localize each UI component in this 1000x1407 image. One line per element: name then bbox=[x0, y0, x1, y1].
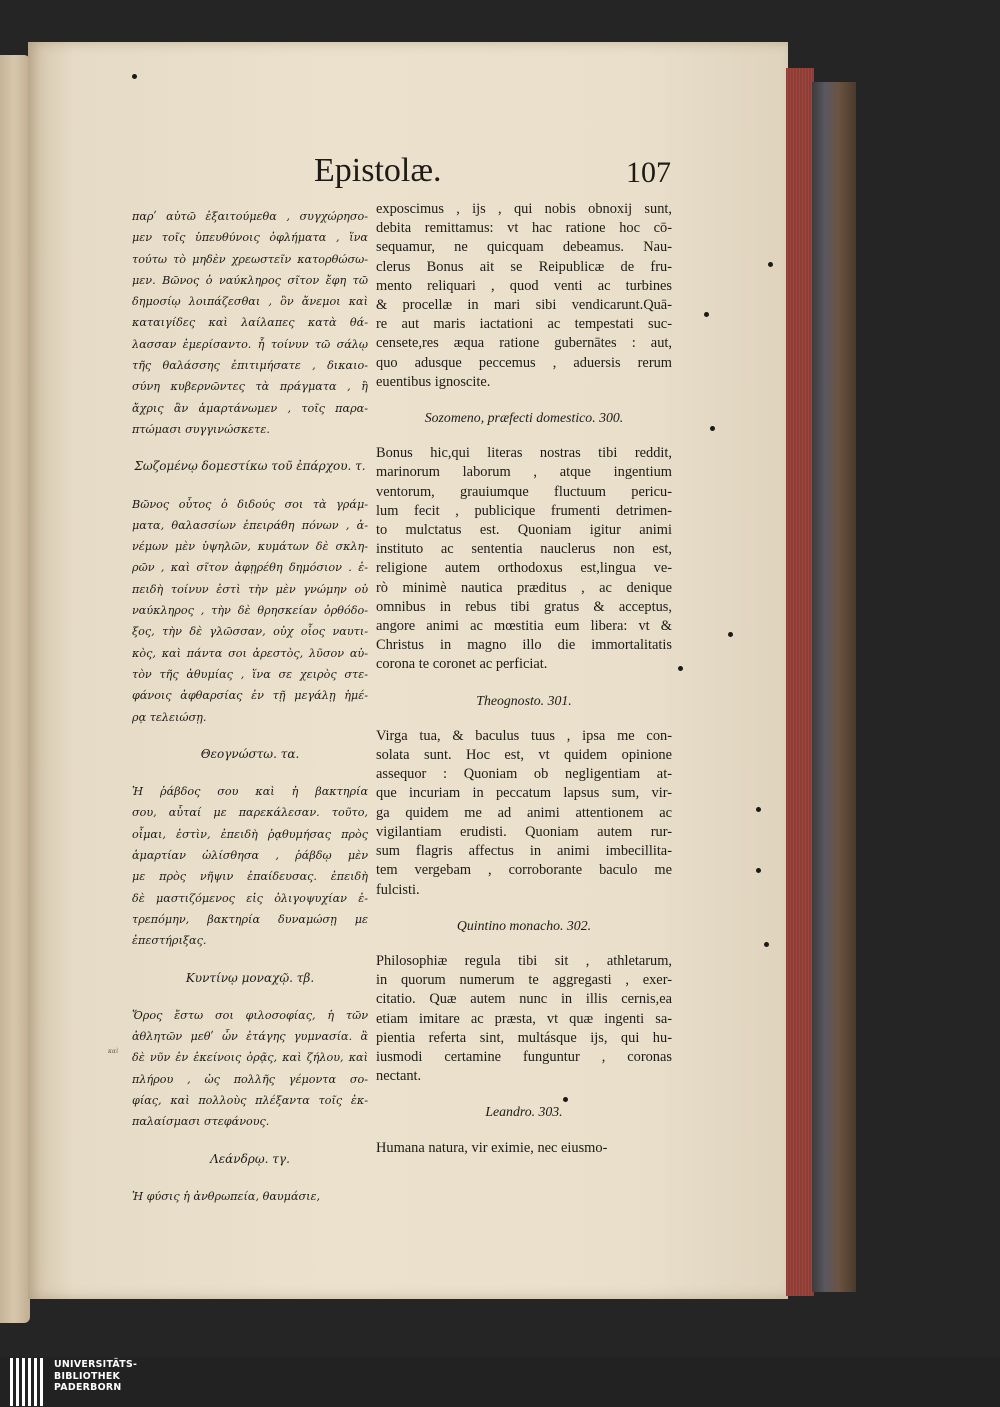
text-line: omnibus in rebus tibi gratus & acceptus, bbox=[376, 598, 672, 615]
letter-heading: Σωζομένῳ δομεστίκω τοῦ ἐπάρχου. τ. bbox=[134, 459, 366, 474]
greek-column bbox=[132, 206, 368, 1207]
page-edges bbox=[786, 68, 814, 1296]
text-line: que incuriam in peccatum lapsus sum, vir- bbox=[376, 785, 672, 802]
text-line: censete,res æqua ratione gubernātes : aut, bbox=[376, 335, 672, 352]
text-line: re aut maris iactationi ac tempestati suc- bbox=[376, 316, 672, 333]
text-line: με πρὸς νῆψιν ἐπαίδευσας. ἐπειδὴ bbox=[132, 870, 368, 884]
page-speck bbox=[678, 666, 683, 671]
text-line: νέμων μὲν ὑψηλῶν, κυμάτων δὲ σκλη- bbox=[132, 540, 368, 554]
text-line: πειδὴ τοίνυν ἐστὶ τὴν μὲν γνώμην οὐ bbox=[132, 582, 368, 596]
margin-note: καὶ bbox=[108, 1048, 119, 1055]
text-line: οἶμαι, ἐστὶν, ἐπειδὴ ῥᾳθυμήσας πρὸς bbox=[132, 827, 368, 841]
page-speck bbox=[710, 426, 715, 431]
text-line: Philosophiæ regula tibi sit , athletarum, bbox=[376, 952, 672, 969]
text-line: δὲ μαστιζόμενος εἰς ὀλιγοψυχίαν ἐ- bbox=[132, 891, 368, 905]
text-line: to mulctatus est. Quoniam igitur animi bbox=[376, 522, 672, 539]
letter-heading: Θεογνώστω. τα. bbox=[200, 746, 300, 761]
library-name-line: BIBLIOTHEK bbox=[54, 1370, 121, 1382]
book-page bbox=[28, 42, 788, 1299]
text-line: sum flagris affectus in animi imbecillita- bbox=[376, 843, 672, 860]
text-line: καταιγίδες καὶ λαίλαπες κατὰ θά- bbox=[132, 316, 368, 330]
text-line: iusmodi certamine funguntur , coronas bbox=[376, 1048, 672, 1065]
text-line: mento reliquari , quod venti ac turbines bbox=[376, 277, 672, 294]
text-line: ἁμαρτίαν ὠλίσθησα , ῥάβδῳ μὲν bbox=[132, 849, 368, 863]
text-line: fulcisti. bbox=[376, 881, 420, 898]
text-line: Bonus hic,qui literas nostras tibi reddit, bbox=[376, 445, 672, 462]
page-speck bbox=[704, 312, 709, 317]
page-speck bbox=[728, 632, 733, 637]
letter-heading: Λεάνδρῳ. τγ. bbox=[210, 1151, 290, 1166]
text-line: Humana natura, vir eximie, nec eiusmo- bbox=[376, 1139, 608, 1156]
text-line: marinorum laborum , atque ingentium bbox=[376, 464, 672, 481]
page-speck bbox=[764, 942, 769, 947]
left-page-edge bbox=[0, 55, 30, 1323]
text-line: ξος, τὴν δὲ γλῶσσαν, οὐχ οἷος ναυτι- bbox=[132, 625, 368, 639]
text-line: λασσαν ἐμερίσαντο. ἦ τοίνυν τῶ σάλῳ bbox=[132, 337, 368, 351]
page-number: 107 bbox=[626, 156, 671, 189]
footer-bar bbox=[0, 1357, 1000, 1407]
page-speck bbox=[563, 1097, 568, 1102]
text-line: τὸν τῆς ἀθυμίας , ἵνα σε χειρὸς στε- bbox=[132, 667, 368, 681]
letter-heading: Κυντίνῳ μοναχῷ. τβ. bbox=[185, 970, 315, 985]
text-line: Βῶνος οὗτος ὁ διδούς σοι τὰ γράμ- bbox=[132, 497, 368, 511]
text-line: Ἡ φύσις ἡ ἀνθρωπεία, θαυμάσιε, bbox=[132, 1189, 321, 1203]
text-line: sequamur, ne quicquam debeamus. Nau- bbox=[376, 239, 672, 256]
library-name-line: UNIVERSITÄTS- bbox=[54, 1359, 138, 1370]
text-line: lum fecit , publicique frumenti detrimen- bbox=[376, 502, 672, 519]
text-line: euentibus ignoscite. bbox=[376, 373, 491, 390]
text-line: δημοσίῳ λοιπάζεσθαι , ὃν ἄνεμοι καὶ bbox=[132, 295, 368, 309]
text-line: corona te coronet ac perficiat. bbox=[376, 656, 548, 673]
text-line: Ἡ ῥάβδος σου καὶ ἡ βακτηρία bbox=[132, 785, 368, 799]
letter-heading: Theognosto. 301. bbox=[476, 692, 572, 708]
text-line: δὲ νῦν ἐν ἐκείνοις ὁρᾷς, καὶ ζήλου, καὶ bbox=[132, 1051, 368, 1065]
text-line: ρῶν , καὶ σῖτον ἀφῃρέθη δημόσιον . ἐ- bbox=[132, 561, 368, 575]
text-line: ἀθλητῶν μεθʹ ὧν ἐτάγης γυμνασία. ἃ bbox=[132, 1030, 368, 1044]
text-line: angore animi ac mœstitia eum libera: vt & bbox=[376, 618, 672, 635]
text-line: ga quidem me ad animi attentionem ac bbox=[376, 804, 672, 821]
library-logo-icon bbox=[10, 1358, 48, 1406]
latin-column bbox=[376, 200, 672, 1158]
letter-heading: Quintino monacho. 302. bbox=[456, 917, 592, 933]
text-line: φίας, καὶ πολλοὺς πλέξαντα τοῖς ἐκ- bbox=[132, 1093, 368, 1107]
text-line: religione autem orthodoxus est,lingua ve- bbox=[376, 560, 672, 577]
text-line: τῆς θαλάσσης ἐπιτιμήσατε , δικαιο- bbox=[132, 359, 368, 373]
text-line: debita remittamus: vt hac ratione hoc cō- bbox=[376, 220, 672, 237]
book-cover-board bbox=[812, 82, 856, 1292]
text-line: μεν τοῖς ὑπευθύνοις ὀφλήματα , ἵνα bbox=[132, 231, 368, 245]
letter-heading: Sozomeno, præfecti domestico. 300. bbox=[424, 410, 624, 426]
text-line: τρεπόμην, βακτηρία δυναμώσῃ με bbox=[132, 912, 368, 926]
page-speck bbox=[132, 74, 137, 79]
text-line: πλήρου , ὡς πολλῆς γέμοντα σο- bbox=[132, 1072, 368, 1086]
text-line: ρᾳ τελειώσῃ. bbox=[132, 710, 207, 724]
text-line: Ὅρος ἔστω σοι φιλοσοφίας, ἡ τῶν bbox=[132, 1008, 368, 1022]
page-speck bbox=[756, 807, 761, 812]
page-speck bbox=[756, 868, 761, 873]
text-line: ventorum, grauiumque fluctuum pericu- bbox=[376, 483, 672, 500]
text-line: μεν. Βῶνος ὁ ναύκληρος σῖτον ἔφη τῶ bbox=[132, 273, 368, 287]
text-line: in quorum numerum te aggregasti , exer- bbox=[376, 972, 672, 989]
text-line: rò minimè nautica præditus , ac denique bbox=[376, 579, 672, 596]
page-speck bbox=[768, 262, 773, 267]
text-line: solata sunt. Hoc est, vt quidem opinione bbox=[376, 747, 672, 764]
text-line: ἄχρις ἂν ἁμαρτάνωμεν , τοῖς παρα- bbox=[132, 401, 368, 415]
text-line: Christus in magno illo die immortalitatis bbox=[376, 637, 672, 654]
text-line: vigilantiam erudisti. Quoniam autem rur- bbox=[376, 823, 672, 840]
text-line: πτώμασι συγγινώσκετε. bbox=[132, 422, 270, 436]
text-line: τούτω τὸ μηδὲν χρεωστεῖν κατορθώσω- bbox=[132, 252, 368, 266]
text-line: σου, αὗταί με παρεκάλεσαν. τοῦτο, bbox=[132, 806, 368, 820]
text-line: pientia referta sint, multásque ijs, qui hu- bbox=[376, 1029, 672, 1046]
text-line: παρʹ αὐτῶ ἐξαιτούμεθα , συγχώρησο- bbox=[132, 210, 368, 223]
text-line: nectant. bbox=[376, 1068, 422, 1085]
running-title: Epistolæ. bbox=[314, 152, 442, 189]
text-line: Virga tua, & baculus tuus , ipsa me con- bbox=[376, 727, 672, 744]
library-name-line: PADERBORN bbox=[54, 1382, 122, 1394]
text-line: φάνοις ἀφθαρσίας ἐν τῇ μεγάλῃ ἡμέ- bbox=[132, 689, 368, 703]
text-line: etiam imitare ac præsta, vt quæ ingenti sa- bbox=[376, 1010, 672, 1027]
text-line: παλαίσμασι στεφάνους. bbox=[132, 1115, 270, 1129]
text-line: ναύκληρος , τὴν δὲ θρησκείαν ὀρθόδο- bbox=[132, 604, 368, 618]
running-header bbox=[28, 152, 788, 202]
library-name bbox=[54, 1359, 137, 1394]
text-line: citatio. Quæ autem nunc in illis cernis,ea bbox=[376, 991, 672, 1008]
text-line: instituto ac sententia nauclerus non est, bbox=[376, 541, 672, 558]
text-line: assequor : Quoniam ob negligentiam at- bbox=[376, 766, 672, 783]
text-line: κὸς, καὶ πάντα σοι ἀρεστὸς, λῦσον αὐ- bbox=[132, 646, 368, 660]
text-line: quo adusque peccemus , aduersis rerum bbox=[376, 354, 672, 371]
text-line: σύνη κυβερνῶντες τὰ πράγματα , ἢ bbox=[132, 380, 368, 394]
text-line: tem vergebam , corroborante baculo me bbox=[376, 862, 672, 879]
text-line: clerus Bonus ait se Reipublicæ de fru- bbox=[376, 258, 672, 275]
text-line: exposcimus , ijs , qui nobis obnoxij sunt, bbox=[376, 201, 672, 217]
letter-heading: Leandro. 303. bbox=[485, 1104, 563, 1120]
text-line: ματα, θαλασσίων ἐπειράθη πόνων , ἀ- bbox=[132, 518, 368, 532]
text-line: & procellæ in mari sibi vendicarunt.Quā- bbox=[376, 297, 672, 314]
text-line: ἐπεστήριξας. bbox=[132, 934, 207, 948]
